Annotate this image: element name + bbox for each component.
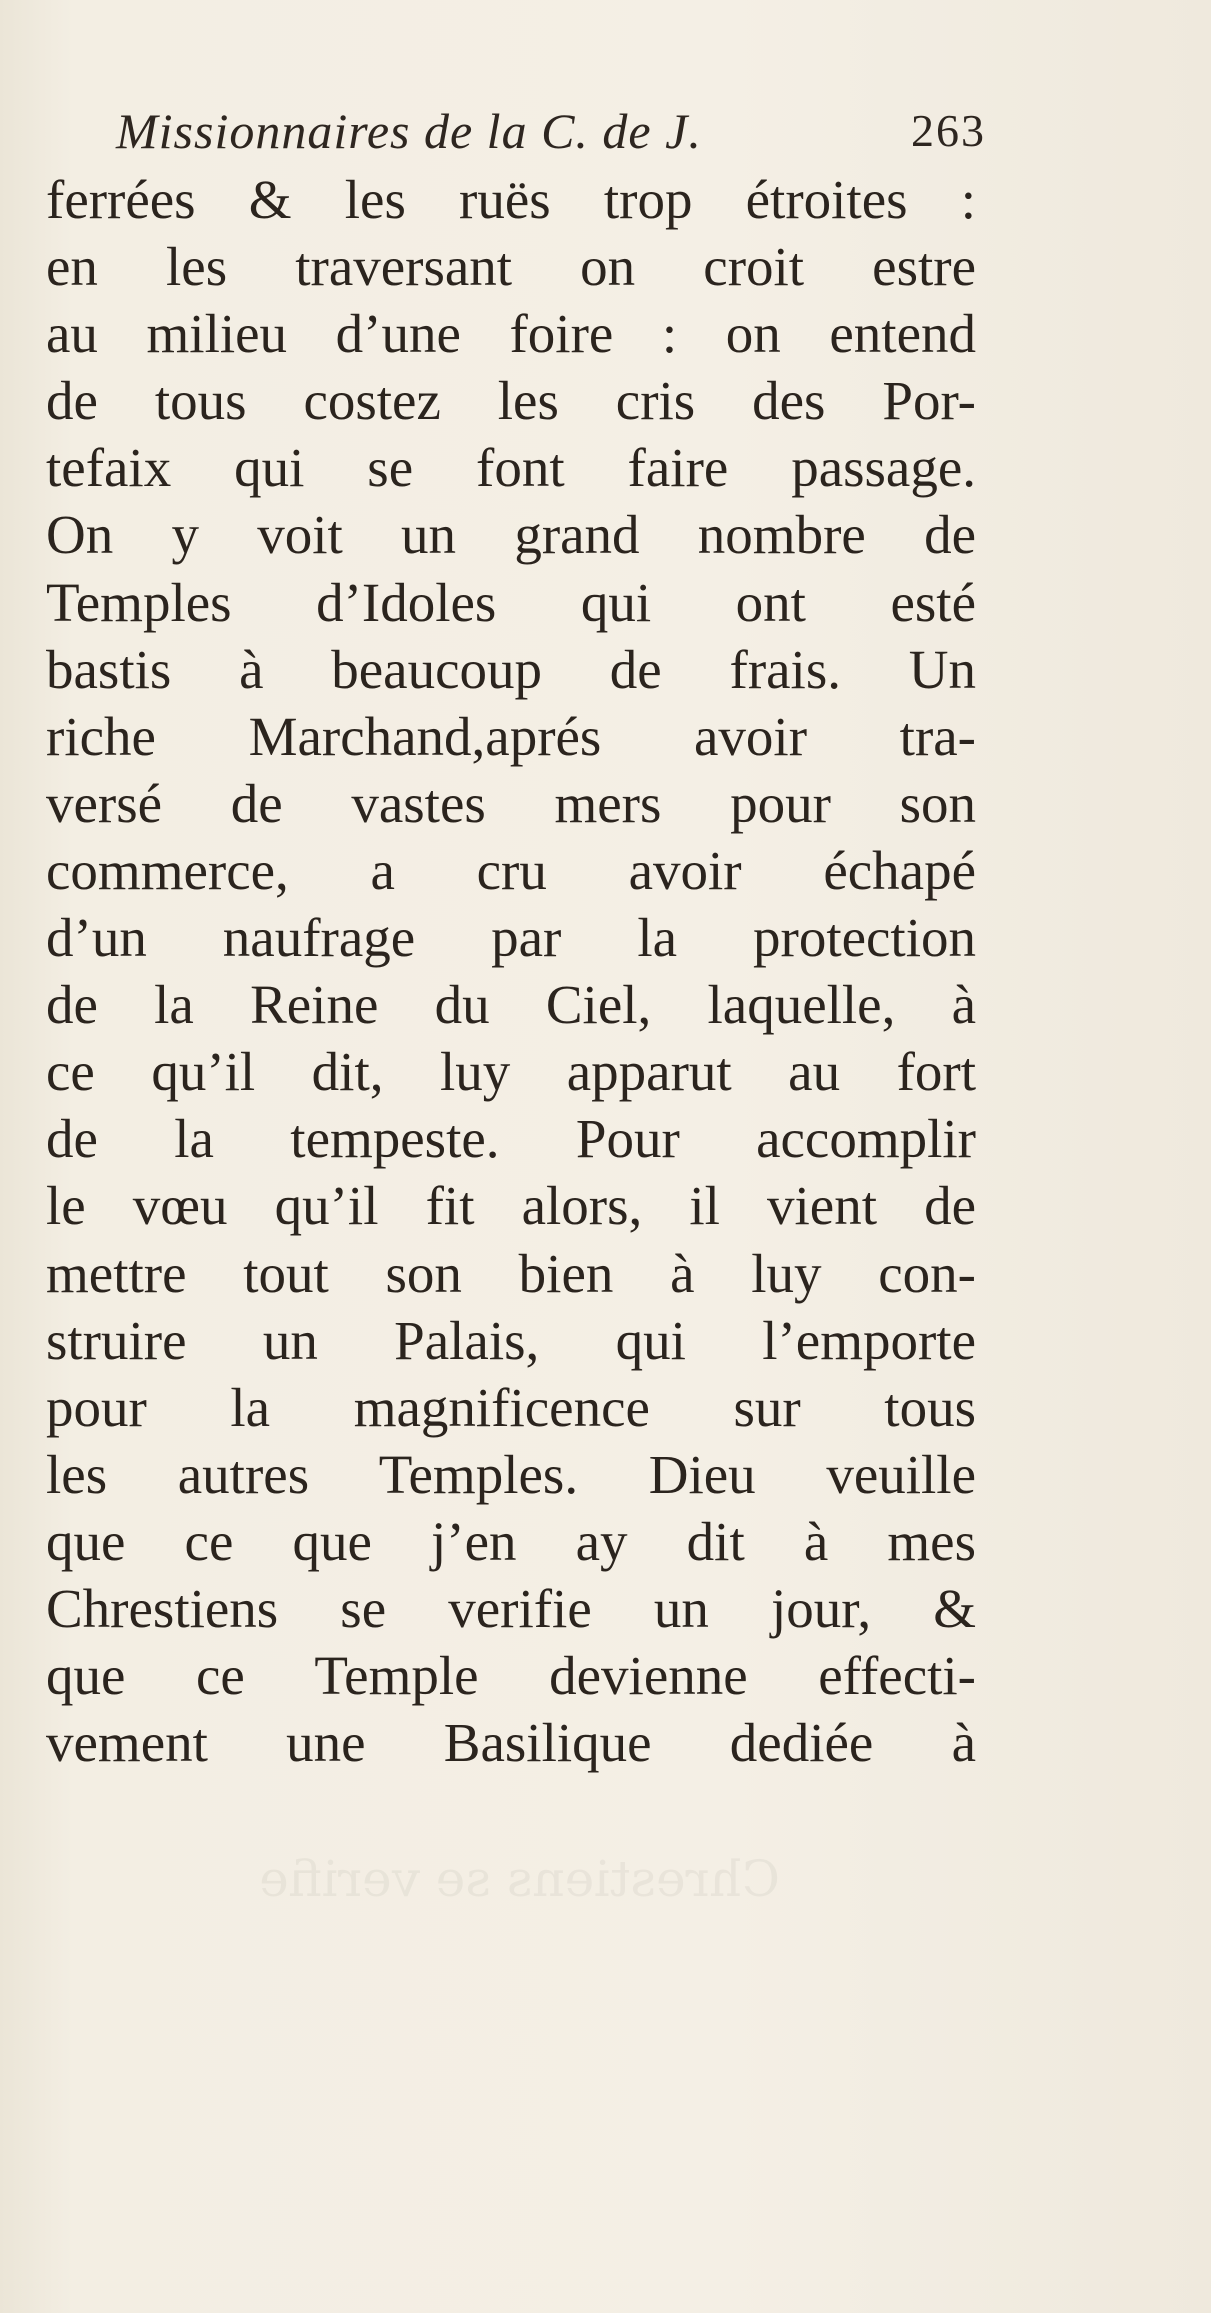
text-line: en les traversant on croit estre <box>46 236 976 298</box>
text-line: vement une Basilique dediée à <box>46 1712 976 1774</box>
text-line: Chrestiens se verifie un jour, & <box>46 1577 976 1639</box>
running-title: Missionnaires de la C. de J. <box>116 103 702 159</box>
text-line: bastis à beaucoup de frais. Un <box>46 638 976 700</box>
page-header <box>116 96 986 166</box>
text-line: riche Marchand,aprés avoir tra- <box>46 705 976 767</box>
text-line: le vœu qu’il fit alors, il vient de <box>46 1175 976 1237</box>
text-line: ce qu’il dit, luy apparut au fort <box>46 1041 976 1103</box>
body-text <box>46 166 976 1776</box>
text-line: Temples d’Idoles qui ont esté <box>46 571 976 633</box>
text-line: tefaix qui se font faire passage. <box>46 437 976 499</box>
bleed-through-text: Chrestiens se verifie <box>259 1850 780 1908</box>
text-line: de tous costez les cris des Por- <box>46 370 976 432</box>
text-line: que ce Temple devienne effecti- <box>46 1645 976 1707</box>
text-line: versé de vastes mers pour son <box>46 772 976 834</box>
text-line: pour la magnificence sur tous <box>46 1376 976 1438</box>
text-line: au milieu d’une foire : on entend <box>46 303 976 365</box>
text-line: de la tempeste. Pour accomplir <box>46 1108 976 1170</box>
text-line: mettre tout son bien à luy con- <box>46 1242 976 1304</box>
text-line: de la Reine du Ciel, laquelle, à <box>46 974 976 1036</box>
text-line: commerce, a cru avoir échapé <box>46 839 976 901</box>
text-line: d’un naufrage par la protection <box>46 907 976 969</box>
text-line: les autres Temples. Dieu veuille <box>46 1443 976 1505</box>
text-line: ferrées & les ruës trop étroites : <box>46 169 976 230</box>
text-line: struire un Palais, qui l’emporte <box>46 1309 976 1371</box>
text-line: On y voit un grand nombre de <box>46 504 976 566</box>
text-line: que ce que j’en ay dit à mes <box>46 1510 976 1572</box>
page-number: 263 <box>911 105 986 156</box>
